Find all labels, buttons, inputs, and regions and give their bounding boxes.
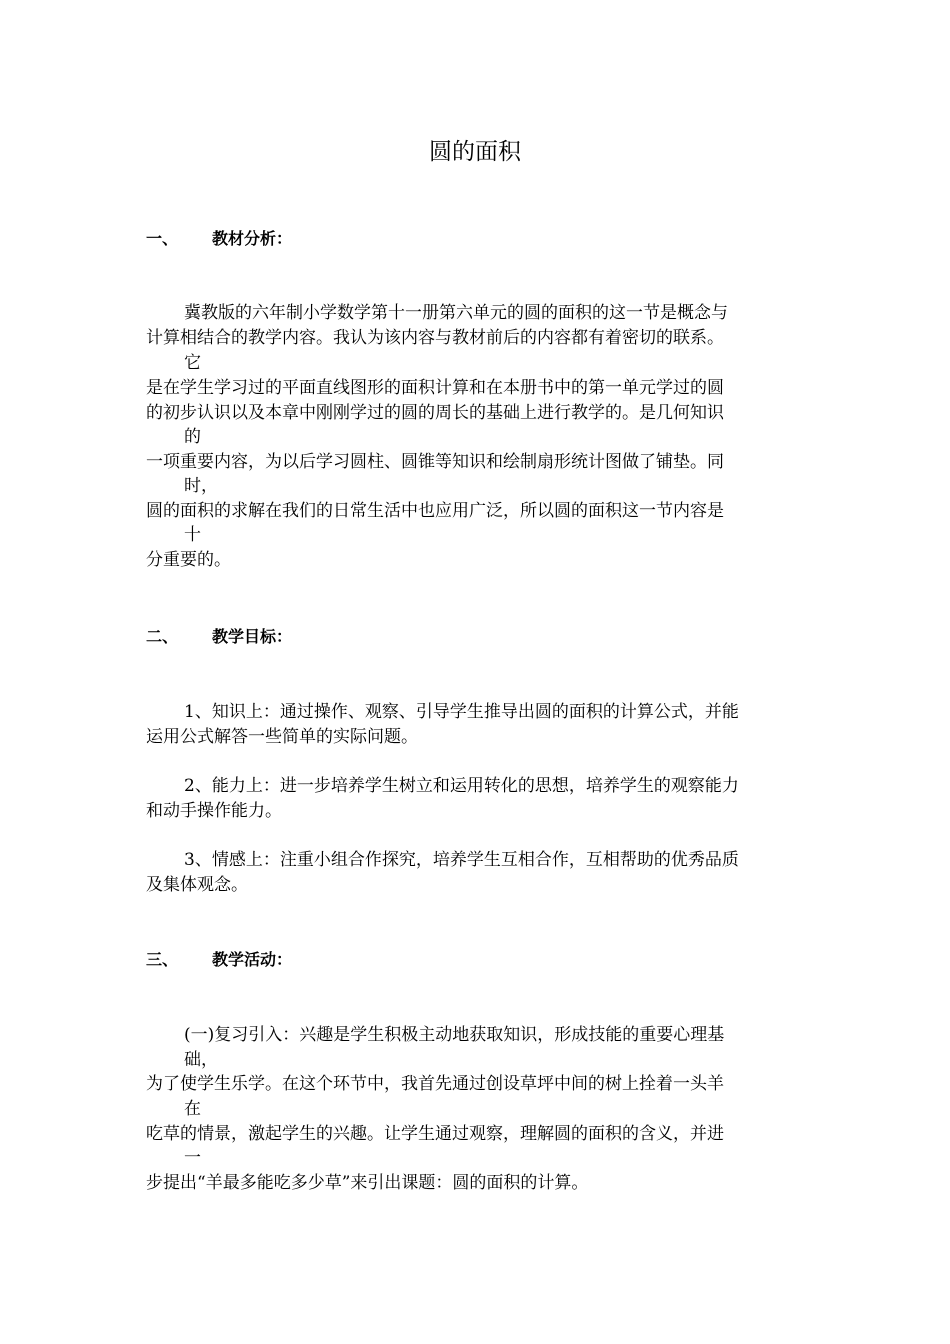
paragraph-line: 步提出“羊最多能吃多少草”来引出课题：圆的面积的计算。: [146, 1173, 589, 1193]
goal-line: 及集体观念。: [146, 875, 248, 895]
paragraph-line: 圆的面积的求解在我们的日常生活中也应用广泛，所以圆的面积这一节内容是: [146, 501, 724, 521]
paragraph-line: 一: [184, 1148, 201, 1168]
paragraph-line: 计算相结合的教学内容。我认为该内容与教材前后的内容都有着密切的联系。: [146, 328, 724, 348]
paragraph-line: 的: [184, 427, 201, 447]
paragraph-line: 十: [184, 525, 201, 545]
paragraph-line: 的初步认识以及本章中刚刚学过的圆的周长的基础上进行教学的。是几何知识: [146, 403, 724, 423]
paragraph-line: (一)复习引入：兴趣是学生积极主动地获取知识，形成技能的重要心理基: [184, 1025, 725, 1045]
paragraph-line: 时，: [184, 476, 218, 496]
page-title: 圆的面积: [429, 139, 521, 165]
section-number: 二、: [146, 627, 179, 646]
goal-line: 3、情感上：注重小组合作探究，培养学生互相合作，互相帮助的优秀品质: [184, 850, 739, 870]
paragraph-line: 一项重要内容，为以后学习圆柱、圆锥等知识和绘制扇形统计图做了铺垫。同: [146, 452, 724, 472]
section-number: 三、: [146, 950, 179, 969]
section-number: 一、: [146, 229, 179, 248]
goal-line: 和动手操作能力。: [146, 801, 282, 821]
section-label: 教学活动：: [212, 950, 293, 969]
paragraph-line: 分重要的。: [146, 550, 231, 570]
goal-line: 运用公式解答一些简单的实际问题。: [146, 727, 418, 747]
paragraph-line: 为了使学生乐学。在这个环节中，我首先通过创设草坪中间的树上拴着一头羊: [146, 1074, 724, 1094]
paragraph-line: 它: [184, 353, 201, 373]
section-heading-goals: [146, 626, 292, 648]
goal-line: 2、能力上：进一步培养学生树立和运用转化的思想，培养学生的观察能力: [184, 776, 739, 796]
paragraph-line: 冀教版的六年制小学数学第十一册第六单元的圆的面积的这一节是概念与: [184, 303, 728, 323]
goal-line: 1、知识上：通过操作、观察、引导学生推导出圆的面积的计算公式，并能: [184, 702, 739, 722]
section-heading-analysis: [146, 228, 292, 250]
section-label: 教材分析：: [212, 229, 293, 248]
paragraph-line: 在: [184, 1099, 201, 1119]
paragraph-line: 吃草的情景，激起学生的兴趣。让学生通过观察，理解圆的面积的含义，并进: [146, 1124, 724, 1144]
paragraph-line: 是在学生学习过的平面直线图形的面积计算和在本册书中的第一单元学过的圆: [146, 378, 724, 398]
section-heading-activities: [146, 949, 292, 971]
section-label: 教学目标：: [212, 627, 293, 646]
paragraph-line: 础，: [184, 1050, 218, 1070]
